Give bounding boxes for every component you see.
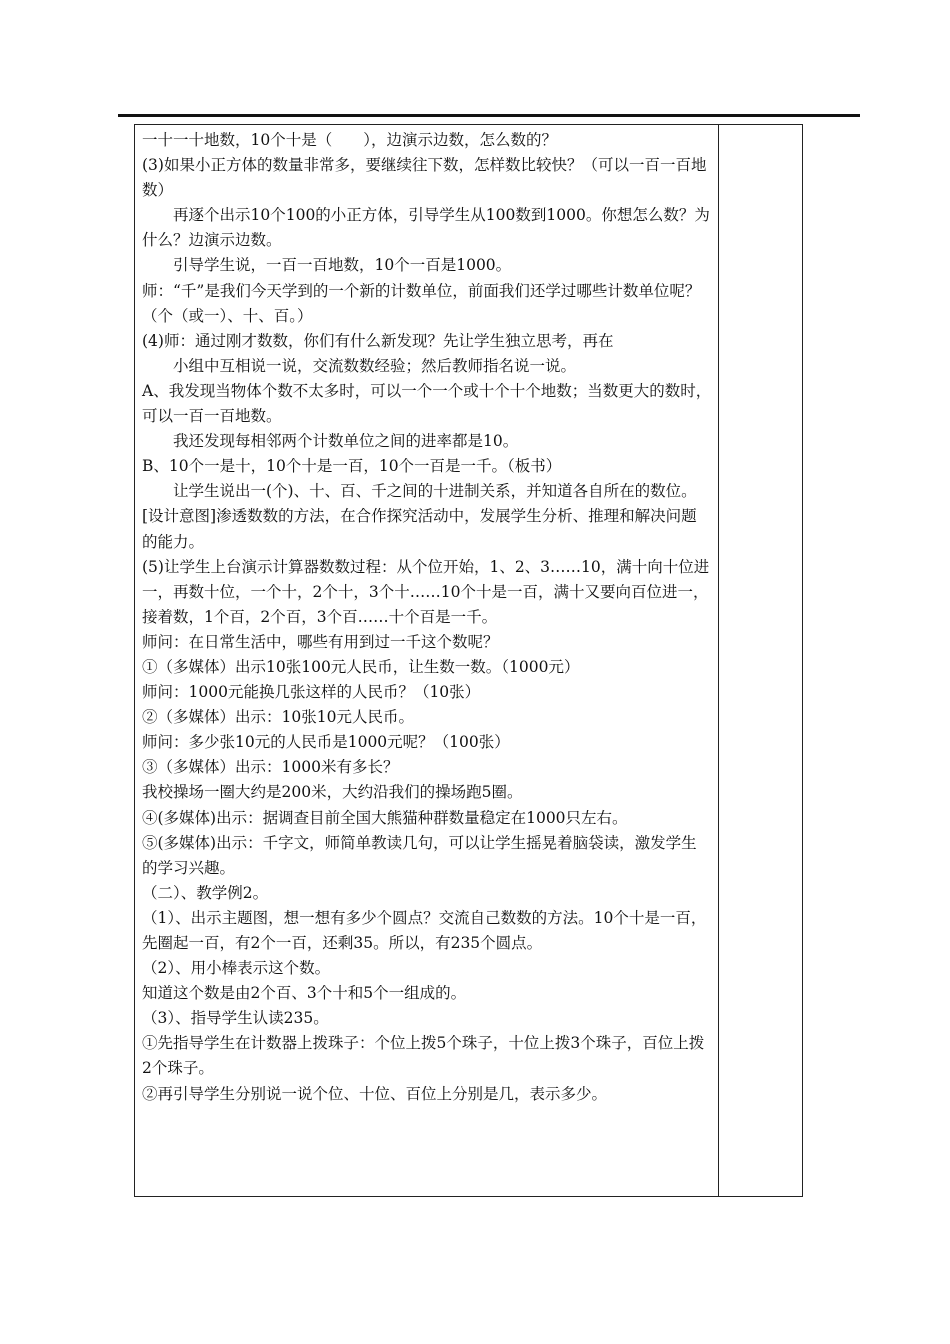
text-line: ①（多媒体）出示10张100元人民币，让生数一数。（1000元） [142,657,580,676]
text-line: 引导学生说，一百一百地数，10个一百是1000。 [173,256,512,275]
text-line: 知道这个数是由2个百、3个十和5个一组成的。 [142,984,467,1003]
text-line: （1）、出示主题图，想一想有多少个圆点？交流自己数数的方法。10个十是一百，先圈起一百，有2个一百，还剩35。所以，有235个圆点。 [142,908,707,952]
text-line: ④(多媒体)出示：据调查目前全国大熊猫种群数量稳定在1000只左右。 [142,808,628,827]
text-line: (3)如果小正方体的数量非常多，要继续往下数，怎样数比较快？（可以一百一百地数） [142,156,707,200]
text-line: 小组中互相说一说，交流数数经验；然后教师指名说一说。 [173,356,577,375]
text-line: 师问：1000元能换几张这样的人民币？（10张） [142,683,481,702]
text-line: 我还发现每相邻两个计数单位之间的进率都是10。 [173,432,519,451]
text-line: 师问：在日常生活中，哪些有用到过一千这个数呢？ [142,632,499,651]
text-line: 师问：多少张10元的人民币是1000元呢？（100张） [142,733,510,752]
text-line: A、我发现当物体个数不太多时，可以一个一个或十个十个地数；当数更大的数时，可以一百一百地数。 [142,381,712,426]
text-line: 师：“千”是我们今天学到的一个新的计数单位，前面我们还学过哪些计数单位呢？（个（或一）、十、百。） [142,281,701,325]
text-line: ②再引导学生分别说一说个位、十位、百位上分别是几，表示多少。 [142,1084,608,1103]
text-line: （2）、用小棒表示这个数。 [142,959,331,978]
lesson-content [142,128,712,1107]
text-line: 再逐个出示10个100的小正方体，引导学生从100数到1000。你想怎么数？为什么？边演示边数。 [142,206,710,250]
text-line: （二）、教学例2。 [142,883,269,902]
text-line: [设计意图]渗透数数的方法，在合作探究活动中，发展学生分析、推理和解决问题的能力。 [142,507,697,551]
text-line: (5)让学生上台演示计算器数数过程：从个位开始，1、2、3……10，满十向十位进一，再数十位，一个十，2个十，3个十……10个十是一百，满十又要向百位进一，接着数，1个百，2个百，3个百……十个百是一千。 [142,557,710,626]
column-divider [718,124,719,1197]
text-line: (4)师：通过刚才数数，你们有什么新发现？先让学生独立思考，再在 [142,331,614,350]
text-line: 一十一十地数，10个十是（ ），边演示边数，怎么数的？ [142,131,557,149]
text-line: 我校操场一圈大约是200米，大约沿我们的操场跑5圈。 [142,783,523,802]
text-line: ⑤(多媒体)出示：千字文，师简单教读几句，可以让学生摇晃着脑袋读，激发学生的学习兴趣。 [142,833,697,877]
text-line: B、10个一是十，10个十是一百，10个一百是一千。（板书） [142,457,562,476]
header-rule [118,114,860,117]
text-line: 让学生说出一(个)、十、百、千之间的十进制关系，并知道各自所在的数位。 [173,482,697,501]
text-line: ③（多媒体）出示：1000米有多长？ [142,758,399,777]
text-line: ①先指导学生在计数器上拨珠子：个位上拨5个珠子，十位上拨3个珠子，百位上拨2个珠子。 [142,1034,705,1078]
text-line: ②（多媒体）出示：10张10元人民币。 [142,708,414,727]
text-line: （3）、指导学生认读235。 [142,1009,329,1028]
